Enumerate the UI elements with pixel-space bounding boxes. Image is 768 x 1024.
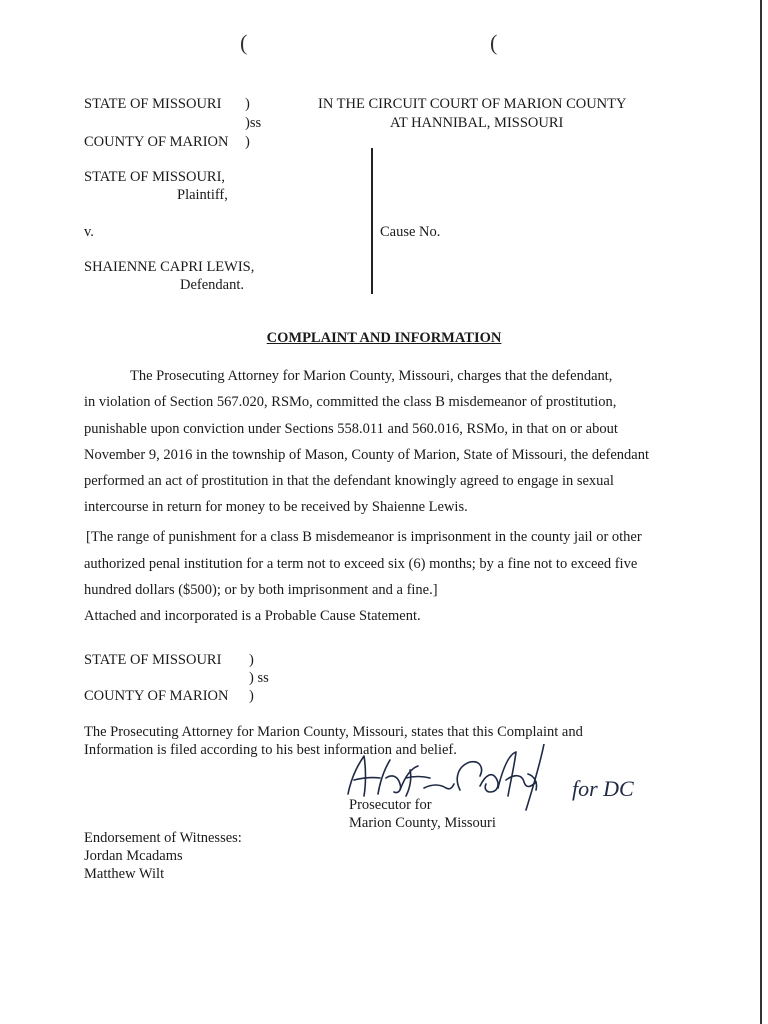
body-line: November 9, 2016 in the township of Mason, County of Marion, State of Missouri, the defendant: [84, 447, 650, 463]
cause-number-label: Cause No.: [380, 224, 441, 240]
body-line: authorized penal institution for a term not to exceed six (6) months; by a fine not to exceed five: [84, 556, 638, 572]
signature-annotation: for DC: [572, 776, 634, 801]
venue-ss: ) ss: [249, 670, 269, 686]
venue-state-paren: ): [245, 96, 250, 112]
document-title: COMPLAINT AND INFORMATION: [266, 330, 502, 346]
defendant-name: SHAIENNE CAPRI LEWIS,: [84, 259, 255, 275]
caption-divider: [371, 148, 373, 294]
court-name: IN THE CIRCUIT COURT OF MARION COUNTY: [318, 96, 627, 112]
witness-name: Matthew Wilt: [84, 866, 165, 882]
venue-state: STATE OF MISSOURI: [84, 96, 222, 112]
prosecutor-county: Marion County, Missouri: [349, 815, 496, 831]
body-line: performed an act of prostitution in that the defendant knowingly agreed to engage in sexual: [84, 473, 614, 489]
venue-ss: )ss: [245, 115, 262, 131]
prosecutor-title: Prosecutor for: [349, 797, 432, 813]
statement-line: Information is filed according to his best information and belief.: [84, 742, 457, 758]
versus: v.: [84, 224, 94, 240]
scan-mark-left: (: [240, 30, 248, 55]
witness-name: Jordan Mcadams: [84, 848, 183, 864]
body-line: in violation of Section 567.020, RSMo, committed the class B misdemeanor of prostitution,: [84, 394, 617, 410]
body-line: intercourse in return for money to be received by Shaienne Lewis.: [84, 499, 468, 515]
statement-line: The Prosecuting Attorney for Marion County, Missouri, states that this Complaint and: [84, 724, 583, 740]
scan-mark-right: (: [490, 30, 498, 55]
venue-county-paren: ): [249, 688, 254, 704]
body-line: Attached and incorporated is a Probable Cause Statement.: [84, 608, 421, 624]
body-line: punishable upon conviction under Sections 558.011 and 560.016, RSMo, in that on or about: [84, 421, 618, 437]
venue-county-paren: ): [245, 134, 250, 150]
plaintiff-name: STATE OF MISSOURI,: [84, 169, 226, 185]
body-line: The Prosecuting Attorney for Marion County, Missouri, charges that the defendant,: [130, 368, 613, 384]
venue-state-paren: ): [249, 652, 254, 668]
witnesses-heading: Endorsement of Witnesses:: [84, 830, 242, 846]
venue-county: COUNTY OF MARION: [84, 134, 229, 150]
venue-state: STATE OF MISSOURI: [84, 652, 222, 668]
court-location: AT HANNIBAL, MISSOURI: [390, 115, 564, 131]
defendant-role: Defendant.: [180, 277, 245, 293]
venue-county: COUNTY OF MARION: [84, 688, 229, 704]
plaintiff-role: Plaintiff,: [177, 187, 228, 203]
body-line: hundred dollars ($500); or by both imprisonment and a fine.]: [84, 582, 438, 598]
page-edge-line: [760, 0, 762, 1024]
body-line: [The range of punishment for a class B misdemeanor is imprisonment in the county jail or other: [86, 529, 642, 545]
